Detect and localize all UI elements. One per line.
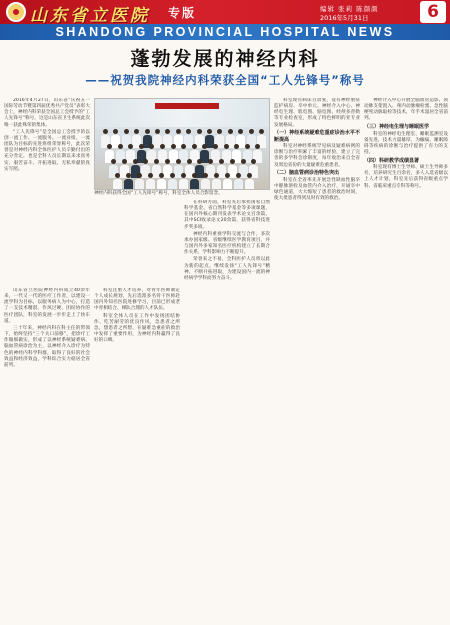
photo-banner (155, 103, 219, 109)
issue-date: 2016年5月31日 (320, 14, 369, 22)
paragraph: 山东省立医院神经内科成立40余年来，一代又一代的医疗工作者，以建设一流学科为目标，以服务病人为中心，打造了一支技术精湛、作风过硬、团结协作的医疗团队，科室的发展一步步走上了快车道。 (4, 288, 90, 324)
article-column-3 (184, 200, 270, 620)
paragraph: 科室的神经电生理室、睡眠监测室设备先进，技术力量雄厚，为癫痫、睡眠障碍等疾病的诊断与治疗提供了有力的支持。 (364, 131, 448, 155)
english-paper-name: SHANDONG PROVINCIAL HOSPITAL NEWS (55, 25, 395, 39)
paragraph: 神经内科重视学科交流与合作，多次承办国家级、省级继续医学教育项目，并与国内外多家知名医疗机构建立了长期合作关系，学科影响力不断提升。 (184, 231, 270, 256)
article-column-1 (4, 98, 90, 278)
photo-person (157, 173, 166, 190)
section-heading: （四）科研教学成绩显著 (364, 157, 420, 164)
photo-person (245, 173, 254, 190)
paper-name: 山东省立医院 (30, 6, 150, 26)
article-column-2 (94, 288, 180, 620)
paragraph: 荣誉来之不易，全科医护人员将以此为新的起点，继续发扬“工人先锋号”精神，不断开拓进取，为建设国内一流的神经病学学科而努力奋斗。 (184, 257, 270, 281)
photo-person (234, 173, 243, 190)
section-heading: （一）神经系统疑难危重症诊治水平不断提高 (274, 130, 360, 143)
photo-person (190, 173, 199, 190)
photo-person (113, 173, 122, 190)
edition-label: 专版 (168, 6, 197, 20)
paragraph: 科室注重人才培养，对青年医师制定个人成长规划，先后选派多名骨干医师赴国内外知名医院进修学习，目前已形成老中青相结合、梯队合理的人才队伍。 (94, 288, 180, 312)
article-subhead: ——祝贺我院神经内科荣获全国“工人先锋号”称号 (85, 73, 365, 87)
photo-person (212, 173, 221, 190)
paragraph: 科室全体人员在工作中发扬团结协作、吃苦耐劳的优良作风，急患者之所急，想患者之所想，在疑难急重症的救治中发挥了重要作用，为神经内科赢得了良好的口碑。 (94, 313, 180, 344)
article-column-1b (4, 288, 90, 620)
photo-caption: 神经内科获得全国“工人先锋号”称号，科室全体人员合影留念。 (94, 191, 223, 196)
photo-person (146, 173, 155, 190)
article-headline: 蓬勃发展的神经内科 (130, 48, 320, 70)
section-heading: （三）神经电生理与睡眠医学 (364, 124, 430, 131)
section-heading: （二）脑血管病诊治特色突出 (274, 170, 340, 177)
article-column-4 (274, 98, 360, 620)
photo-person (223, 173, 232, 190)
hospital-logo-icon (6, 2, 26, 22)
paragraph: 科室在全省率先开展急性缺血性脑卒中静脉溶栓及血管内介入治疗，开通卒中绿色通道，大大缩短了患者的救治时间，使大批患者得到及时有效的救治。 (274, 177, 360, 202)
page-number: 6 (420, 1, 446, 23)
photo-person (168, 173, 177, 190)
paragraph: 三十年来，神经内科在科主任的带领下，始终坚持“三个关口前移”，把诊疗工作做细做实，形成了以神经系统疑难病、脑血管病诊治为主，以神经介入诊疗为特色的神经内科学科群，取得了良好的社会效益和经济效益，学科综合实力稳居全省前列。 (4, 325, 90, 368)
group-photo (94, 98, 270, 190)
paragraph: 2016年4月27日，山东省“庆祝五一国际劳动节暨第四届优秀共产党员”表彰大会上，神经内科荣获全国总工会授予的“工人先锋号”称号，这是山东省卫生系统此次唯一获此殊荣的集体。 (4, 98, 90, 128)
editors-credit: 编辑 张莉 陈颜颜 (320, 5, 379, 13)
photo-person (179, 173, 188, 190)
paragraph: 在科研方面，科室先后承担国家自然科学基金、省自然科学基金等多项课题，在国内外核心期刊发表学术论文百余篇，其中SCI收录论文20余篇，获得省科技进步奖多项。 (184, 200, 270, 230)
masthead (0, 0, 450, 40)
paragraph: “工人先锋号”是全国总工会授予的以创一流工作、一流服务、一流业绩、一流团队为目标的先进班组荣誉称号，此次荣誉是对神经内科全体医护人员辛勤付出的充分肯定，也是全科人员长期以来求真务实、艰苦奋斗、开拓进取、无私奉献的真实写照。 (4, 129, 90, 172)
paragraph: 神经介入中心开展全脑血管造影、颈动脉支架置入、颅内动脉瘤栓塞、急性脑梗死动脉取栓等技术，年手术量居全省前列。 (364, 98, 448, 122)
photo-person (135, 173, 144, 190)
paragraph: 科室现有病床百余张，设有神经重症监护病房、卒中单元、神经介入中心、神经电生理、肌电图、脑电图、经颅多普勒等专业检查室，形成了特色鲜明的亚专业发展格局。 (274, 98, 360, 128)
paragraph: 科室对神经系统罕见病及疑难病例的诊断与治疗积累了丰富的经验，建立了完善的多学科会诊制度，每年收治来自全省及周边省份的大量疑难危重患者。 (274, 144, 360, 168)
paragraph: 科室现有博士生导师、硕士生导师多名，培养研究生百余名，多人入选省级以上人才计划，科室先后获得省级重点学科、省临床重点专科等称号。 (364, 165, 448, 189)
photo-person (201, 173, 210, 190)
photo-person (124, 173, 133, 190)
article-column-5 (364, 98, 448, 620)
